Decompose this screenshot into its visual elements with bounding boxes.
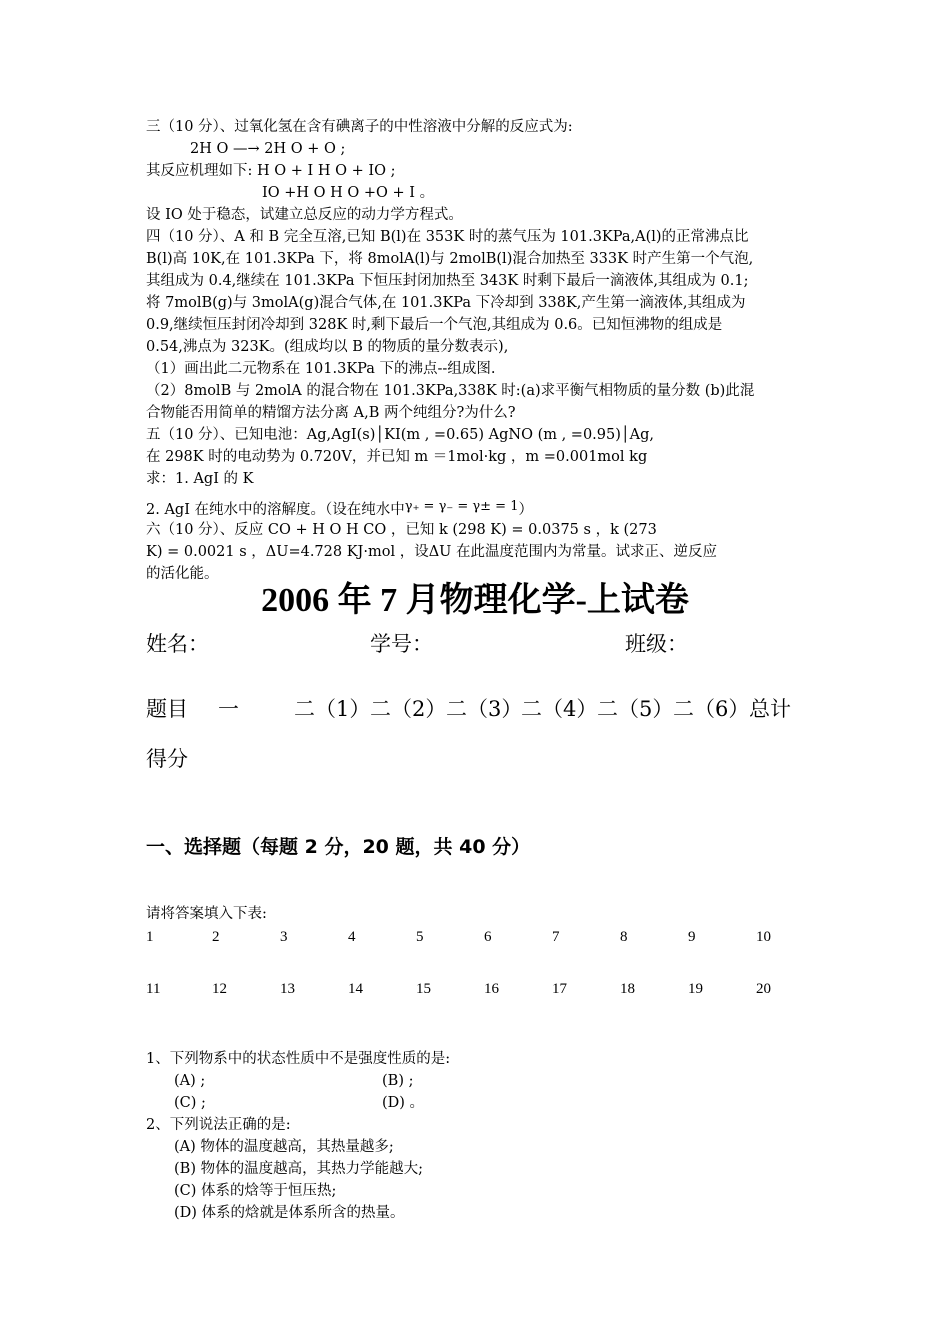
problem4-line3: 其组成为 0.4,继续在 101.3KPa 下恒压封闭加热至 343K 时剩下最后一滴液体,其组成为 0.1;: [146, 273, 749, 289]
answer-number: 6: [484, 929, 492, 945]
answer-number: 9: [688, 929, 696, 945]
answer-number: 15: [416, 981, 431, 997]
problem4-line2: B(l)高 10K,在 101.3KPa 下，将 8molA(l)与 2molB(l)混合加热至 333K 时产生第一个气泡,: [146, 251, 754, 267]
problem5-cell: 五（10 分）、已知电池：Ag,AgI(s)│KI(m , =0.65) AgNO (m , =0.95)│Ag,: [146, 427, 654, 443]
answer-number: 20: [756, 981, 771, 997]
q2-option-a: (A) 物体的温度越高，其热量越多;: [174, 1139, 394, 1155]
score-row-label: 得分: [146, 747, 188, 771]
score-header-cell: 二（6）: [673, 697, 750, 721]
q1-option-a: (A) ;: [174, 1073, 206, 1089]
score-header-cell: 二（2）: [370, 697, 447, 721]
answer-number: 5: [416, 929, 424, 945]
problem4-line6: 0.54,沸点为 323K。(组成均以 B 的物质的量分数表示),: [146, 339, 509, 355]
problem6-line3: 的活化能。: [146, 566, 219, 582]
class-label: 班级：: [625, 632, 688, 656]
problem5-ask1: 求：1. AgI 的 K: [146, 471, 254, 487]
section1-title: 一、选择题（每题 2 分，20 题，共 40 分）: [146, 836, 531, 858]
problem3-mechanism-step2: IO +H O H O +O + I 。: [262, 185, 435, 201]
exam-title: 2006 年 7 月物理化学-上试卷: [261, 582, 689, 619]
q2-option-b: (B) 物体的温度越高，其热力学能越大;: [174, 1161, 423, 1177]
problem4-line1: 四（10 分）、A 和 B 完全互溶,已知 B(l)在 353K 时的蒸气压为 101.3KPa,A(l)的正常沸点比: [146, 229, 749, 245]
problem6-line2: K) = 0.0021 s ，ΔU=4.728 KJ·mol ，设ΔU 在此温度范围内为常量。试求正、逆反应: [146, 544, 717, 560]
score-header-cell: 二（4）: [521, 697, 598, 721]
problem3-line1: 三（10 分）、过氧化氢在含有碘离子的中性溶液中分解的反应式为:: [146, 119, 573, 135]
answer-number: 7: [552, 929, 560, 945]
problem6-line1: 六（10 分）、反应 CO + H O H CO ，已知 k (298 K) = 0.0375 s ，k (273: [146, 522, 657, 538]
score-header-cell: 一: [218, 697, 239, 721]
q1-option-b: (B) ;: [382, 1073, 414, 1089]
q1-option-d: (D) 。: [382, 1095, 425, 1111]
score-header-cell: 二（5）: [597, 697, 674, 721]
activity-coefficient-formula: γ₊ = γ₋ = γ± = 1: [404, 499, 519, 514]
answer-number: 12: [212, 981, 227, 997]
q1-option-c: (C) ;: [174, 1095, 206, 1111]
answer-number: 19: [688, 981, 703, 997]
answer-number: 14: [348, 981, 363, 997]
q2-option-c: (C) 体系的焓等于恒压热;: [174, 1183, 337, 1199]
student-id-label: 学号：: [370, 632, 433, 656]
name-label: 姓名：: [146, 632, 209, 656]
problem3-mechanism-step1: 其反应机理如下: H O + I H O + IO ;: [146, 163, 396, 179]
problem4-line4: 将 7molB(g)与 3molA(g)混合气体,在 101.3KPa 下冷却到 338K,产生第一滴液体,其组成为: [146, 295, 746, 311]
answer-number: 4: [348, 929, 356, 945]
problem4-part2: （2）8molB 与 2molA 的混合物在 101.3KPa,338K 时:(a)求平衡气相物质的量分数 (b)此混: [146, 383, 755, 399]
problem4-line5: 0.9,继续恒压封闭冷却到 328K 时,剩下最后一个气泡,其组成为 0.6。已知恒沸物的组成是: [146, 317, 723, 333]
answer-number: 1: [146, 929, 154, 945]
answer-number: 13: [280, 981, 295, 997]
q1-stem: 1、下列物系中的状态性质中不是强度性质的是:: [146, 1051, 451, 1067]
answer-number: 8: [620, 929, 628, 945]
problem3-question: 设 IO 处于稳态，试建立总反应的动力学方程式。: [146, 207, 463, 223]
answer-number: 10: [756, 929, 771, 945]
answer-number: 16: [484, 981, 499, 997]
problem4-part1: （1）画出此二元物系在 101.3KPa 下的沸点--组成图.: [146, 361, 496, 377]
answer-number: 11: [146, 981, 161, 997]
q2-stem: 2、下列说法正确的是:: [146, 1117, 291, 1133]
answer-prompt: 请将答案填入下表:: [146, 906, 267, 922]
score-header-cell: 二（3）: [446, 697, 523, 721]
answer-number: 3: [280, 929, 288, 945]
problem5-ask2-text: 2. AgI 在纯水中的溶解度。（设在纯水中: [146, 502, 405, 518]
score-header-cell: 总计: [749, 697, 791, 721]
problem5-close-paren: ）: [518, 502, 533, 518]
problem5-ask2: [146, 497, 533, 520]
problem5-emf: 在 298K 时的电动势为 0.720V，并已知 m ＝1mol·kg ，m =0.001mol kg: [146, 449, 648, 465]
q2-option-d: (D) 体系的焓就是体系所含的热量。: [174, 1205, 405, 1221]
answer-number: 18: [620, 981, 635, 997]
score-header-cell: 题目: [146, 697, 188, 721]
problem3-reaction: 2H O —→ 2H O + O ;: [190, 141, 346, 157]
score-header-cell: 二（1）: [294, 697, 371, 721]
answer-number: 17: [552, 981, 567, 997]
answer-number: 2: [212, 929, 220, 945]
problem4-part2-cont: 合物能否用简单的精馏方法分离 A,B 两个纯组分?为什么?: [146, 405, 516, 421]
